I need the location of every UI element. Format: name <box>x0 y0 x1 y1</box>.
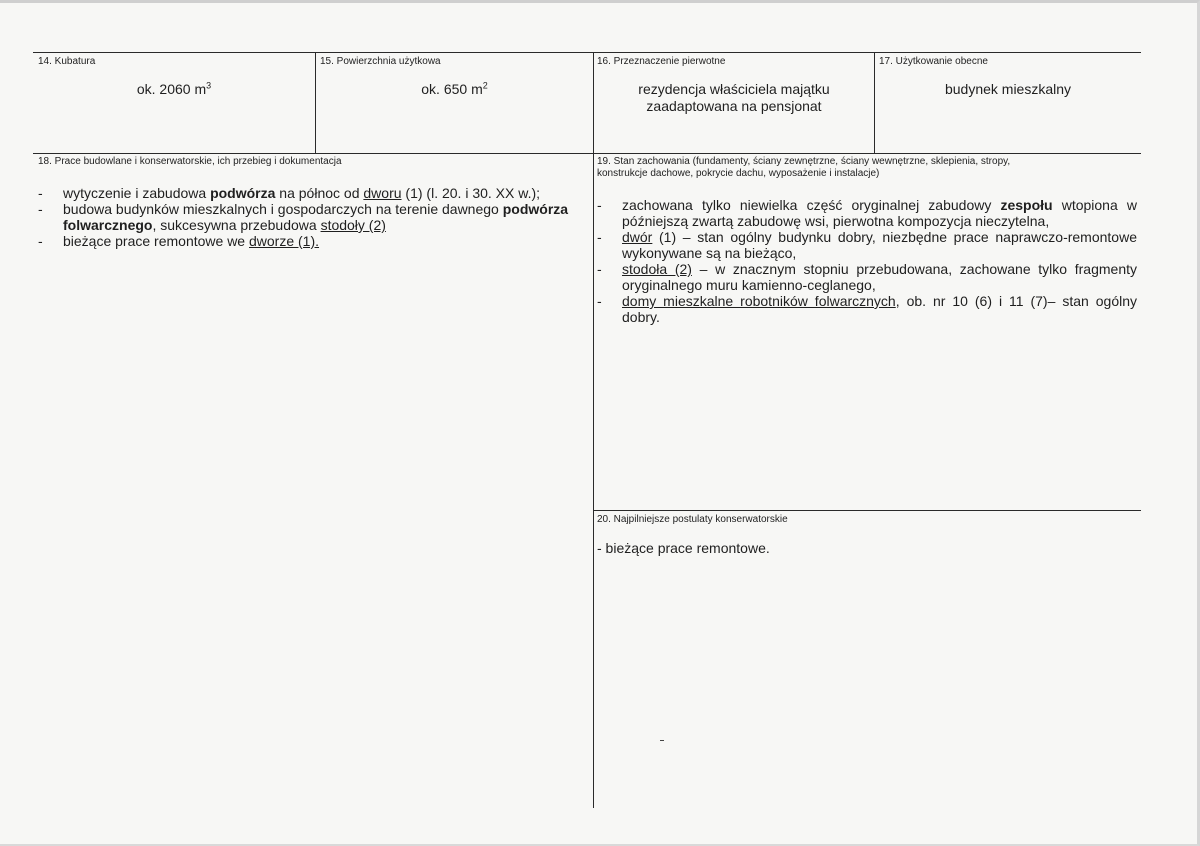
field-19-item: - dwór (1) – stan ogólny budynku dobry, niezbędne prace naprawczo-remontowe wykonywane są na bieżąco, <box>597 229 1137 261</box>
field-18-item: - bieżące prace remontowe we dworze (1). <box>38 233 320 249</box>
field-18-label: 18. Prace budowlane i konserwatorskie, ich przebieg i dokumentacja <box>38 156 342 167</box>
field-15-value: ok. 650 $m^2$ <box>421 80 488 97</box>
col-divider-3 <box>874 52 875 154</box>
field-16-value-line2: zaadaptowana na pensjonat <box>646 98 822 114</box>
rule-f20 <box>593 510 1141 511</box>
col-divider-2 <box>593 52 594 808</box>
field-20-value: - bieżące prace remontowe. <box>597 540 770 556</box>
col-divider-1 <box>315 52 316 154</box>
field-19-list <box>597 197 1137 325</box>
field-15-label: 15. Powierzchnia użytkowa <box>320 56 441 67</box>
field-17-value: budynek mieszkalny <box>944 81 1072 97</box>
field-19-item: - stodoła (2) – w znacznym stopniu przebudowana, zachowane tylko fragmenty oryginalnego muru kamienno-ceglanego, <box>597 261 1137 293</box>
scan-speck <box>660 740 664 741</box>
field-19-item: - domy mieszkalne robotników folwarcznych, ob. nr 10 (6) i 11 (7)– stan ogólny dobry. <box>597 293 1137 325</box>
field-20-label: 20. Najpilniejsze postulaty konserwatorskie <box>597 514 788 525</box>
field-18-item: - budowa budynków mieszkalnych i gospodarczych na terenie dawnego podwórza folwarcznego, sukcesywna przebudowa stodoły (2) <box>38 201 569 233</box>
field-16-value <box>594 81 874 115</box>
field-17-label: 17. Użytkowanie obecne <box>879 56 988 67</box>
field-18-item: - wytyczenie i zabudowa podwórza na północ od dworu (1) (l. 20. i 30. XX w.); <box>38 185 541 201</box>
field-14-label: 14. Kubatura <box>38 56 96 67</box>
field-16-label: 16. Przeznaczenie pierwotne <box>597 56 726 67</box>
field-19-item: - zachowana tylko niewielka część oryginalnej zabudowy zespołu wtopiona w późniejszą zwartą zabudowę wsi, pierwotna kompozycja nieczytelna, <box>597 197 1137 229</box>
rule-middle <box>33 153 1141 154</box>
field-16-value-line1: rezydencja właściciela majątku <box>638 81 830 97</box>
field-14-value: ok. 2060 $m^3$ <box>136 80 212 97</box>
rule-top <box>33 52 1141 53</box>
field-19-label: 19. Stan zachowania (fundamenty, ściany zewnętrzne, ściany wewnętrzne, sklepienia, stropy, konstrukcje dachowe, pokrycie dachu, wyposażenie i instalacje) <box>597 156 1011 179</box>
field-18-list <box>38 185 589 249</box>
